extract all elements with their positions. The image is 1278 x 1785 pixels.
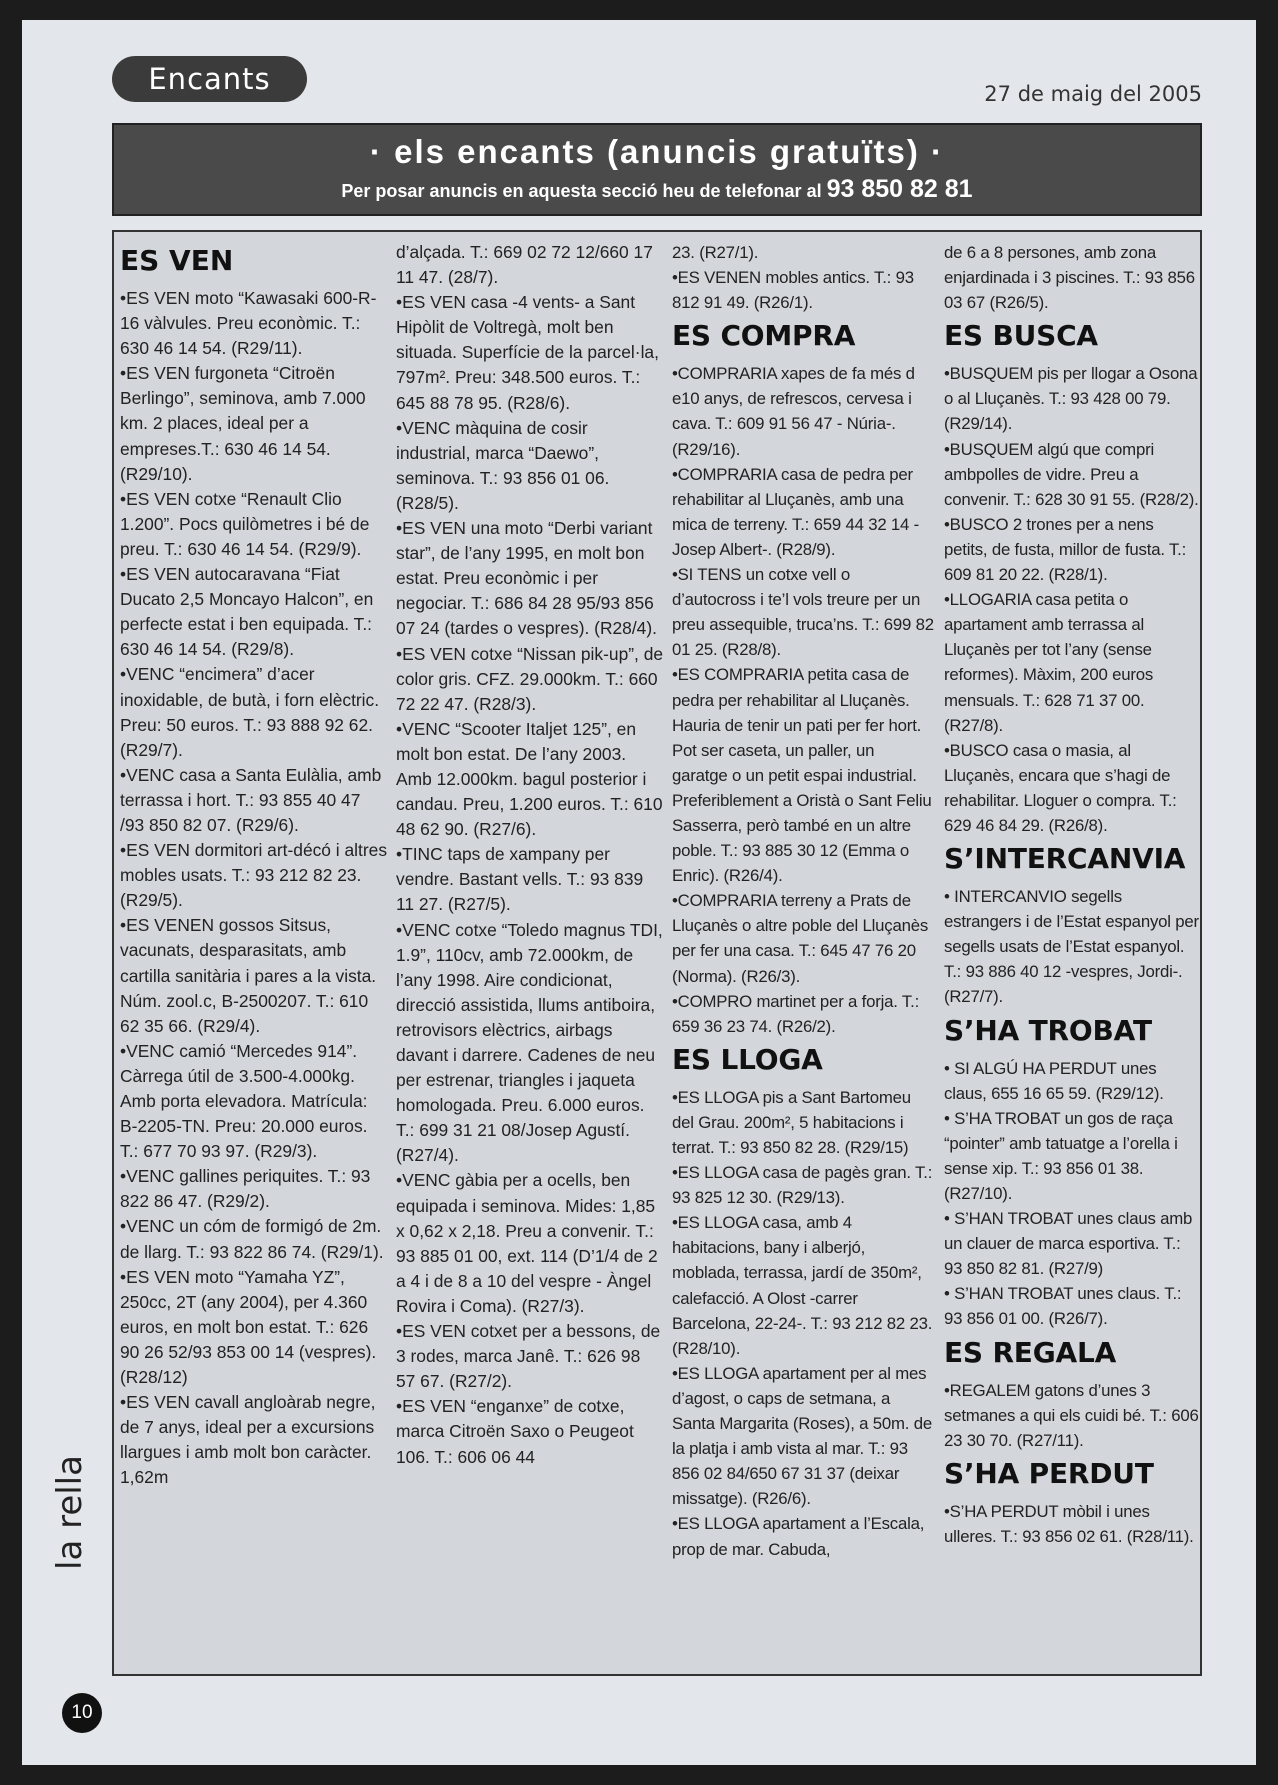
classified-ad: • INTERCANVIO segells estrangers i de l’Estat espanyol per segells usats de l’Estat espanyol. T.: 93 886 40 12 -vespres, Jordi-. (R27/7). <box>944 887 1199 1007</box>
section-heading: S’INTERCANVIA <box>944 842 1186 876</box>
publication-name: la rella <box>50 1455 90 1570</box>
banner-phone: 93 850 82 81 <box>826 175 973 203</box>
classified-ad: de 6 a 8 persones, amb zona enjardinada i 3 piscines. T.: 93 856 03 67 (R26/5). <box>944 243 1195 313</box>
section-tab: Encants <box>112 56 307 102</box>
classified-ad: •ES VEN cotxe “Renault Clio 1.200”. Pocs quilòmetres i bé de preu. T.: 630 46 14 54. (R29/9). <box>120 488 370 559</box>
classified-ad: •BUSQUEM pis per llogar a Osona o al Lluçanès. T.: 93 428 00 79. (R29/14). <box>944 364 1198 434</box>
classified-ad: •BUSCO 2 trones per a nens petits, de fusta, millor de fusta. T.: 609 81 20 22. (R28/1). <box>944 514 1187 585</box>
banner-title-text: els encants (anuncis gratuïts) <box>394 133 920 170</box>
classified-ad: •ES VEN autocaravana “Fiat Ducato 2,5 Moncayo Halcon”, en perfecte estat i ben equipada. T.: 630 46 14 54. (R29/8). <box>120 564 374 660</box>
classified-ad: •ES VENEN mobles antics. T.: 93 812 91 49. (R26/1). <box>672 268 914 313</box>
section-heading: ES VEN <box>120 244 234 277</box>
section-heading: S’HA TROBAT <box>944 1013 1152 1047</box>
classified-ad: •ES VEN furgoneta “Citroën Berlingo”, seminova, amb 7.000 km. 2 places, ideal per a empreses.T.: 630 46 14 54. (R29/10). <box>120 363 366 484</box>
classified-ad: •BUSCO casa o masia, al Lluçanès, encara que s’hagi de rehabilitar. Lloguer o compra. T.: 629 46 84 29. (R26/8). <box>944 740 1177 835</box>
classified-ad: •VENC un cóm de formigó de 2m. de llarg. T.: 93 822 86 74. (R29/1). <box>120 1216 384 1262</box>
classified-ad: •ES VEN cotxe “Nissan pik-up”, de color gris. CFZ. 29.000km. T.: 660 72 22 47. (R28/3). <box>396 643 664 714</box>
classified-ad: •LLOGARIA casa petita o apartament amb terrassa al Lluçanès per tot l’any (sense reformes). Màxim, 200 euros mensuals. T.: 628 71 37 00. (R27/8). <box>944 590 1154 735</box>
classified-ad: •VENC “Scooter Italjet 125”, en molt bon estat. De l’any 2003. Amb 12.000km. bagul posterior i candau. Preu, 1.200 euros. T.: 610 48 62 90. (R27/6). <box>396 718 663 840</box>
column-3 <box>672 240 934 1660</box>
classified-ad: • S’HA TROBAT un gos de raça “pointer” amb tatuatge a l’orella i sense xip. T.: 93 856 01 38. (R27/10). <box>944 1108 1178 1203</box>
classified-ad: • SI ALGÚ HA PERDUT unes claus, 655 16 65 59. (R29/12). <box>944 1058 1164 1103</box>
section-heading: ES LLOGA <box>672 1042 823 1076</box>
classified-ad: •SI TENS un cotxe vell o d’autocross i te’l vols treure per un preu assequible, truca’ns. T.: 699 82 01 25. (R28/8). <box>672 565 934 660</box>
classified-ad: •COMPRARIA xapes de fa més d e10 anys, de refrescos, cervesa i cava. T.: 609 91 56 47 - Núria-. (R29/16). <box>672 364 915 459</box>
classified-ad: •ES VEN una moto “Derbi variant star”, de l’any 1995, en molt bon estat. Preu econòmic i per negociar. T.: 686 84 28 95/93 856 07 24 (tardes o vespres). (R28/4). <box>396 518 657 639</box>
classified-ad: •REGALEM gatons d’unes 3 setmanes a qui els cuidi bé. T.: 606 23 30 70. (R27/11). <box>944 1380 1199 1450</box>
classified-ad: •S’HA PERDUT mòbil i unes ulleres. T.: 93 856 02 61. (R28/11). <box>944 1501 1194 1546</box>
classified-ad: •ES LLOGA apartament per al mes d’agost, o caps de setmana, a Santa Margarita (Roses), a 50m. de la platja i amb vista al mar. T.: 93 856 02 84/650 67 31 37 (deixar missatge). (R26/6). <box>672 1363 932 1509</box>
classified-ad: •VENC camió “Mercedes 914”. Càrrega útil de 3.500-4.000kg. Amb porta elevadora. Matrícula: B-2205-TN. Preu: 20.000 euros. T.: 677 70 93 97. (R29/3). <box>120 1040 368 1162</box>
classified-ad: •VENC “encimera” d’acer inoxidable, de butà, i forn elèctric. Preu: 50 euros. T.: 93 888 92 62.(R29/7). <box>120 664 380 760</box>
classified-ad: •ES VEN moto “Yamaha YZ”, 250cc, 2T (any 2004), per 4.360 euros, en molt bon estat. T.: 626 90 26 52/93 853 00 14 (vespres). (R28/12) <box>120 1266 377 1388</box>
classified-ad: •COMPRARIA casa de pedra per rehabilitar al Lluçanès, amb una mica de terreny. T.: 659 44 32 14 -Josep Albert-. (R28/9). <box>672 464 920 559</box>
classified-ad: •VENC gàbia per a ocells, ben equipada i seminova. Mides: 1,85 x 0,62 x 2,18. Preu a convenir. T.: 93 885 01 00, ext. 114 (D’1/4 de 2 a 4 i de 8 a 10 del vespre - Àngel Rovira i Coma). (R27/3). <box>396 1170 658 1316</box>
classified-ad: • S’HAN TROBAT unes claus amb un clauer de marca esportiva. T.: 93 850 82 81. (R27/9) <box>944 1209 1193 1279</box>
classifieds-banner <box>112 123 1202 216</box>
section-heading: ES BUSCA <box>944 319 1098 353</box>
banner-subtitle <box>114 175 1200 204</box>
classified-ad: •ES VEN “enganxe” de cotxe, marca Citroën Saxo o Peugeot 106. T.: 606 06 44 <box>396 1396 634 1467</box>
classified-ad: •ES VEN casa -4 vents- a Sant Hipòlit de Voltregà, molt ben situada. Superfície de la parcel·la, 797m². Preu: 348.500 euros. T.: 645 88 78 95. (R28/6). <box>396 292 659 413</box>
page-number: 10 <box>62 1693 102 1733</box>
classified-ad: •VENC màquina de cosir industrial, marca “Daewo”, seminova. T.: 93 856 01 06. (R28/5). <box>396 417 610 513</box>
classified-ad: 23. (R27/1). <box>672 243 759 262</box>
section-heading: S’HA PERDUT <box>944 1456 1154 1490</box>
classified-ad: •ES COMPRARIA petita casa de pedra per rehabilitar al Lluçanès. Hauria de tenir un pati per fer hort. Pot ser caseta, un paller, un garatge o un petit espai industrial. Preferiblement a Oristà o Sant Feliu Sasserra, però també en un altre poble. T.: 93 885 30 12 (Emma o Enric). (R26/4). <box>672 665 932 886</box>
column-4 <box>944 240 1200 1660</box>
classified-ad: • S’HAN TROBAT unes claus. T.: 93 856 01 00. (R26/7). <box>944 1284 1182 1329</box>
classified-ad: •COMPRARIA terreny a Prats de Lluçanès o altre poble del Lluçanès per fer una casa. T.: 645 47 76 20 (Norma). (R26/3). <box>672 891 929 986</box>
classified-ad: •VENC gallines periquites. T.: 93 822 86 47. (R29/2). <box>120 1166 371 1212</box>
classified-ad: •ES LLOGA casa, amb 4 habitacions, bany i alberjó, moblada, terrassa, jardí de 350m², calefacció. A Olost -carrer Barcelona, 22-24-. T.: 93 212 82 23. (R28/10). <box>672 1213 933 1358</box>
column-1 <box>120 240 388 1660</box>
section-heading: ES REGALA <box>944 1335 1117 1369</box>
classified-ad: •ES LLOGA pis a Sant Bartomeu del Grau. 200m², 5 habitacions i terrat. T.: 93 850 82 28. (R29/15) <box>672 1087 911 1157</box>
classified-ad: d’alçada. T.: 669 02 72 12/660 17 11 47. (28/7). <box>396 242 653 288</box>
classified-ad: •ES VEN cavall angloàrab negre, de 7 anys, ideal per a excursions llargues i amb molt bon caràcter. 1,62m <box>120 1392 376 1488</box>
classified-ad: •ES VEN moto “Kawasaki 600-R-16 vàlvules. Preu econòmic. T.: 630 46 14 54. (R29/11). <box>120 288 377 359</box>
classified-ad: •ES VEN dormitori art-décó i altres mobles usats. T.: 93 212 82 23. (R29/5). <box>120 840 388 911</box>
classified-ad: •COMPRO martinet per a forja. T.: 659 36 23 74. (R26/2). <box>672 991 920 1036</box>
column-2 <box>396 240 664 1660</box>
classified-ad: •TINC taps de xampany per vendre. Bastant vells. T.: 93 839 11 27. (R27/5). <box>396 844 644 915</box>
classified-ad: •ES VENEN gossos Sitsus, vacunats, desparasitats, amb cartilla sanitària i pares a la vista. Núm. zool.c, B-2500207. T.: 610 62 35 66. (R29/4). <box>120 915 377 1036</box>
banner-title: · els encants (anuncis gratuïts) · <box>369 133 945 170</box>
classified-ad: •VENC cotxe “Toledo magnus TDI, 1.9”, 110cv, amb 72.000km, de l’any 1998. Aire condicionat, direcció assistida, llums antiboira, retrovisors elèctrics, airbags davant i darrere. Cadenes de neu per estrenar, triangles i jaqueta homologada. Preu. 6.000 euros. T.: 699 31 21 08/Josep Agustí. (R27/4). <box>396 919 663 1166</box>
classified-ad: •ES LLOGA casa de pagès gran. T.: 93 825 12 30. (R29/13). <box>672 1163 933 1208</box>
classified-ad: •VENC casa a Santa Eulàlia, amb terrassa i hort. T.: 93 855 40 47 /93 850 82 07. (R29/6). <box>120 764 382 835</box>
classifieds-box <box>112 230 1202 1676</box>
issue-date: 27 de maig del 2005 <box>984 82 1202 106</box>
classified-ad: •ES LLOGA apartament a l’Escala, prop de mar. Cabuda, <box>672 1514 925 1559</box>
banner-subtitle-text: Per posar anuncis en aquesta secció heu de telefonar al <box>341 181 822 201</box>
section-heading: ES COMPRA <box>672 319 856 353</box>
classified-ad: •BUSQUEM algú que compri ambpolles de vidre. Preu a convenir. T.: 628 30 91 55. (R28/2). <box>944 439 1199 509</box>
classified-ad: •ES VEN cotxet per a bessons, de 3 rodes, marca Janê. T.: 626 98 57 67. (R27/2). <box>396 1321 661 1392</box>
